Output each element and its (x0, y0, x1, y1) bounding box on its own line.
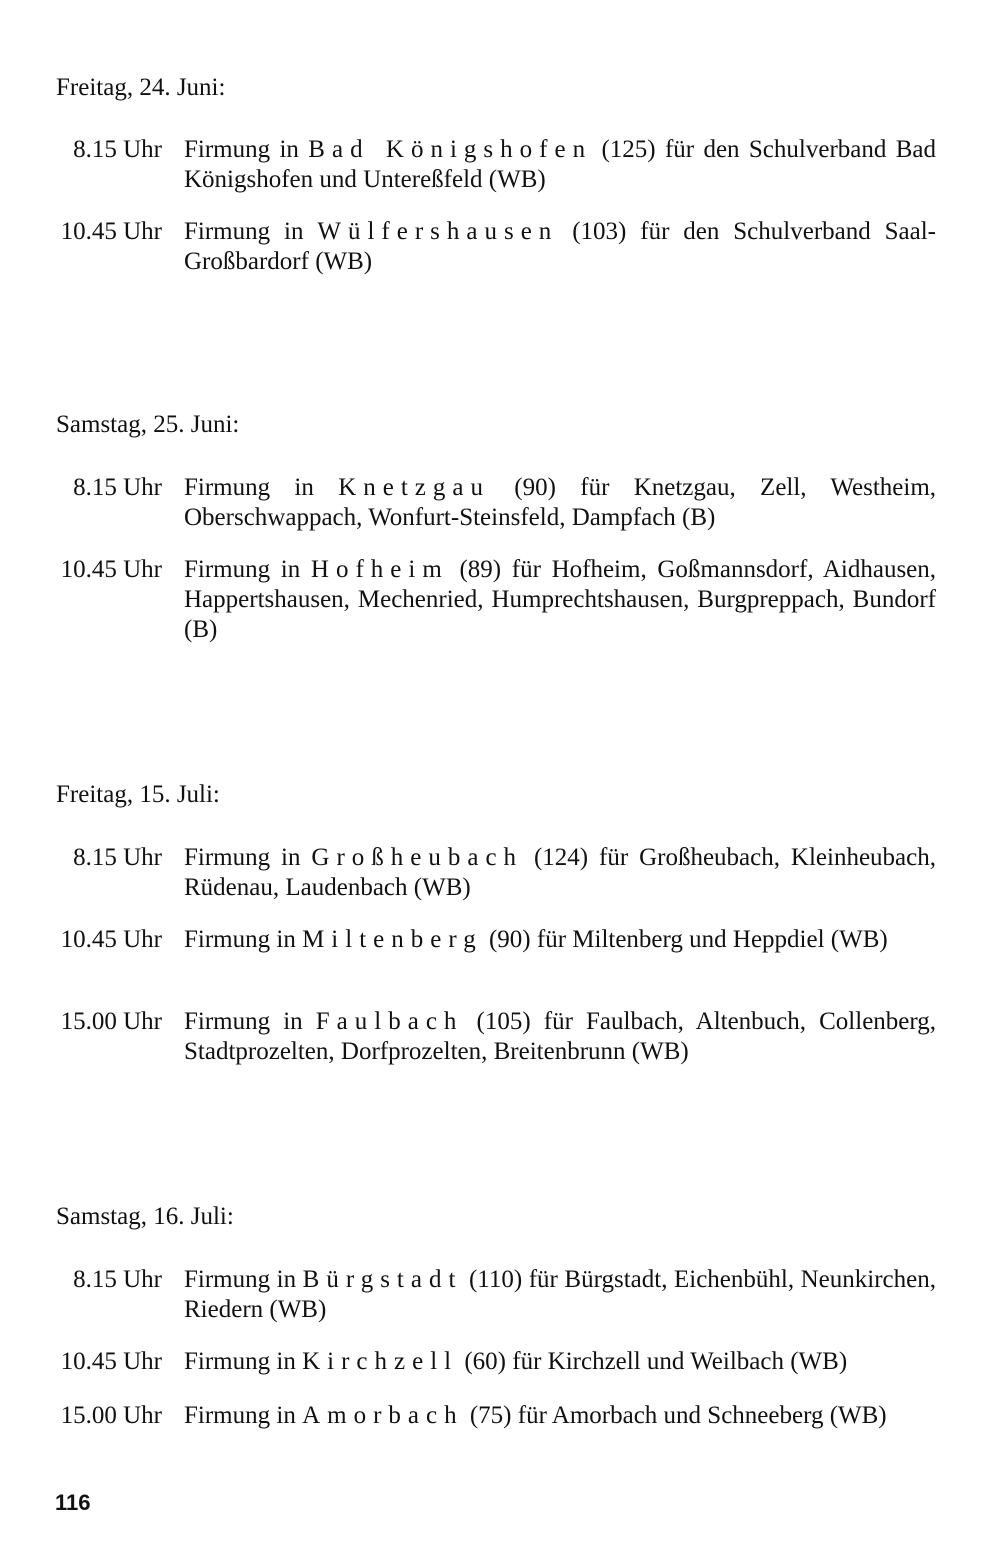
entry-time: 10.45 Uhr (60, 218, 162, 245)
entry-prefix: Firmung in (184, 1008, 303, 1035)
entry-details: (125) für den Schulverband Bad Königshofen und Untereßfeld (WB) (184, 136, 936, 193)
entry-text (184, 843, 936, 903)
place-name: Faulbach (315, 1008, 464, 1035)
entry-prefix: Firmung in (184, 1402, 296, 1429)
entry-text (184, 1265, 936, 1325)
entry-prefix: Firmung in (184, 556, 301, 583)
entry-details: (110) für Bürgstadt, Eichenbühl, Neunkirchen, Riedern (WB) (184, 1266, 936, 1323)
page-number: 116 (55, 1490, 91, 1515)
entry-text (184, 925, 936, 955)
place-name: Hofheim (310, 556, 449, 583)
entry-prefix: Firmung in (184, 136, 299, 163)
place-name: Knetzgau (338, 474, 490, 501)
place-name: Bad Königshofen (308, 136, 593, 163)
entry-prefix: Firmung in (184, 926, 296, 953)
entry-text (184, 217, 936, 277)
place-name: Wülfershausen (317, 218, 559, 245)
place-name: Großheubach (311, 844, 524, 871)
entry-time: 15.00 Uhr (60, 1402, 162, 1429)
entry-details: (124) für Großheubach, Kleinheubach, Rüdenau, Laudenbach (WB) (184, 844, 936, 901)
entry-prefix: Firmung in (184, 1348, 296, 1375)
day-heading: Freitag, 24. Juni: (56, 74, 226, 101)
place-name: Miltenberg (302, 926, 483, 953)
entry-details: (89) für Hofheim, Goßmannsdorf, Aidhausen, Happertshausen, Mechenried, Humprechtshausen, Burgpreppach, Bundorf (B) (184, 556, 937, 643)
entry-text (184, 473, 936, 533)
place-name: Kirchzell (302, 1348, 459, 1375)
entry-prefix: Firmung in (184, 474, 314, 501)
entry-time: 8.15 Uhr (73, 1266, 162, 1293)
day-heading: Freitag, 15. Juli: (56, 781, 220, 808)
entry-time: 8.15 Uhr (73, 474, 162, 501)
place-name: Bürgstadt (302, 1266, 463, 1293)
entry-time: 8.15 Uhr (73, 844, 162, 871)
entry-time: 10.45 Uhr (60, 1348, 162, 1375)
entry-details: (105) für Faulbach, Altenbuch, Collenberg, Stadtprozelten, Dorfprozelten, Breitenbrunn (WB) (184, 1008, 937, 1065)
entry-time: 10.45 Uhr (60, 926, 162, 953)
entry-prefix: Firmung in (184, 844, 301, 871)
day-heading: Samstag, 16. Juli: (56, 1203, 234, 1230)
entry-time: 10.45 Uhr (60, 556, 162, 583)
entry-details: (103) für den Schulverband Saal-Großbardorf (WB) (184, 218, 936, 275)
entry-prefix: Firmung in (184, 1266, 297, 1293)
entry-text (184, 555, 936, 645)
entry-text (184, 1007, 936, 1067)
entry-details: (90) für Miltenberg und Heppdiel (WB) (488, 926, 888, 953)
entry-time: 15.00 Uhr (60, 1008, 162, 1035)
entry-details: (60) für Kirchzell und Weilbach (WB) (464, 1348, 848, 1375)
entry-text (184, 1401, 936, 1431)
entry-prefix: Firmung in (184, 218, 304, 245)
entry-text (184, 135, 936, 195)
place-name: Amorbach (302, 1402, 464, 1429)
entry-details: (90) für Knetzgau, Zell, Westheim, Oberschwappach, Wonfurt-Steinsfeld, Dampfach (B) (184, 474, 937, 531)
entry-details: (75) für Amorbach und Schneeberg (WB) (469, 1402, 887, 1429)
day-heading: Samstag, 25. Juni: (56, 411, 240, 438)
entry-time: 8.15 Uhr (73, 136, 162, 163)
entry-text (184, 1347, 936, 1377)
